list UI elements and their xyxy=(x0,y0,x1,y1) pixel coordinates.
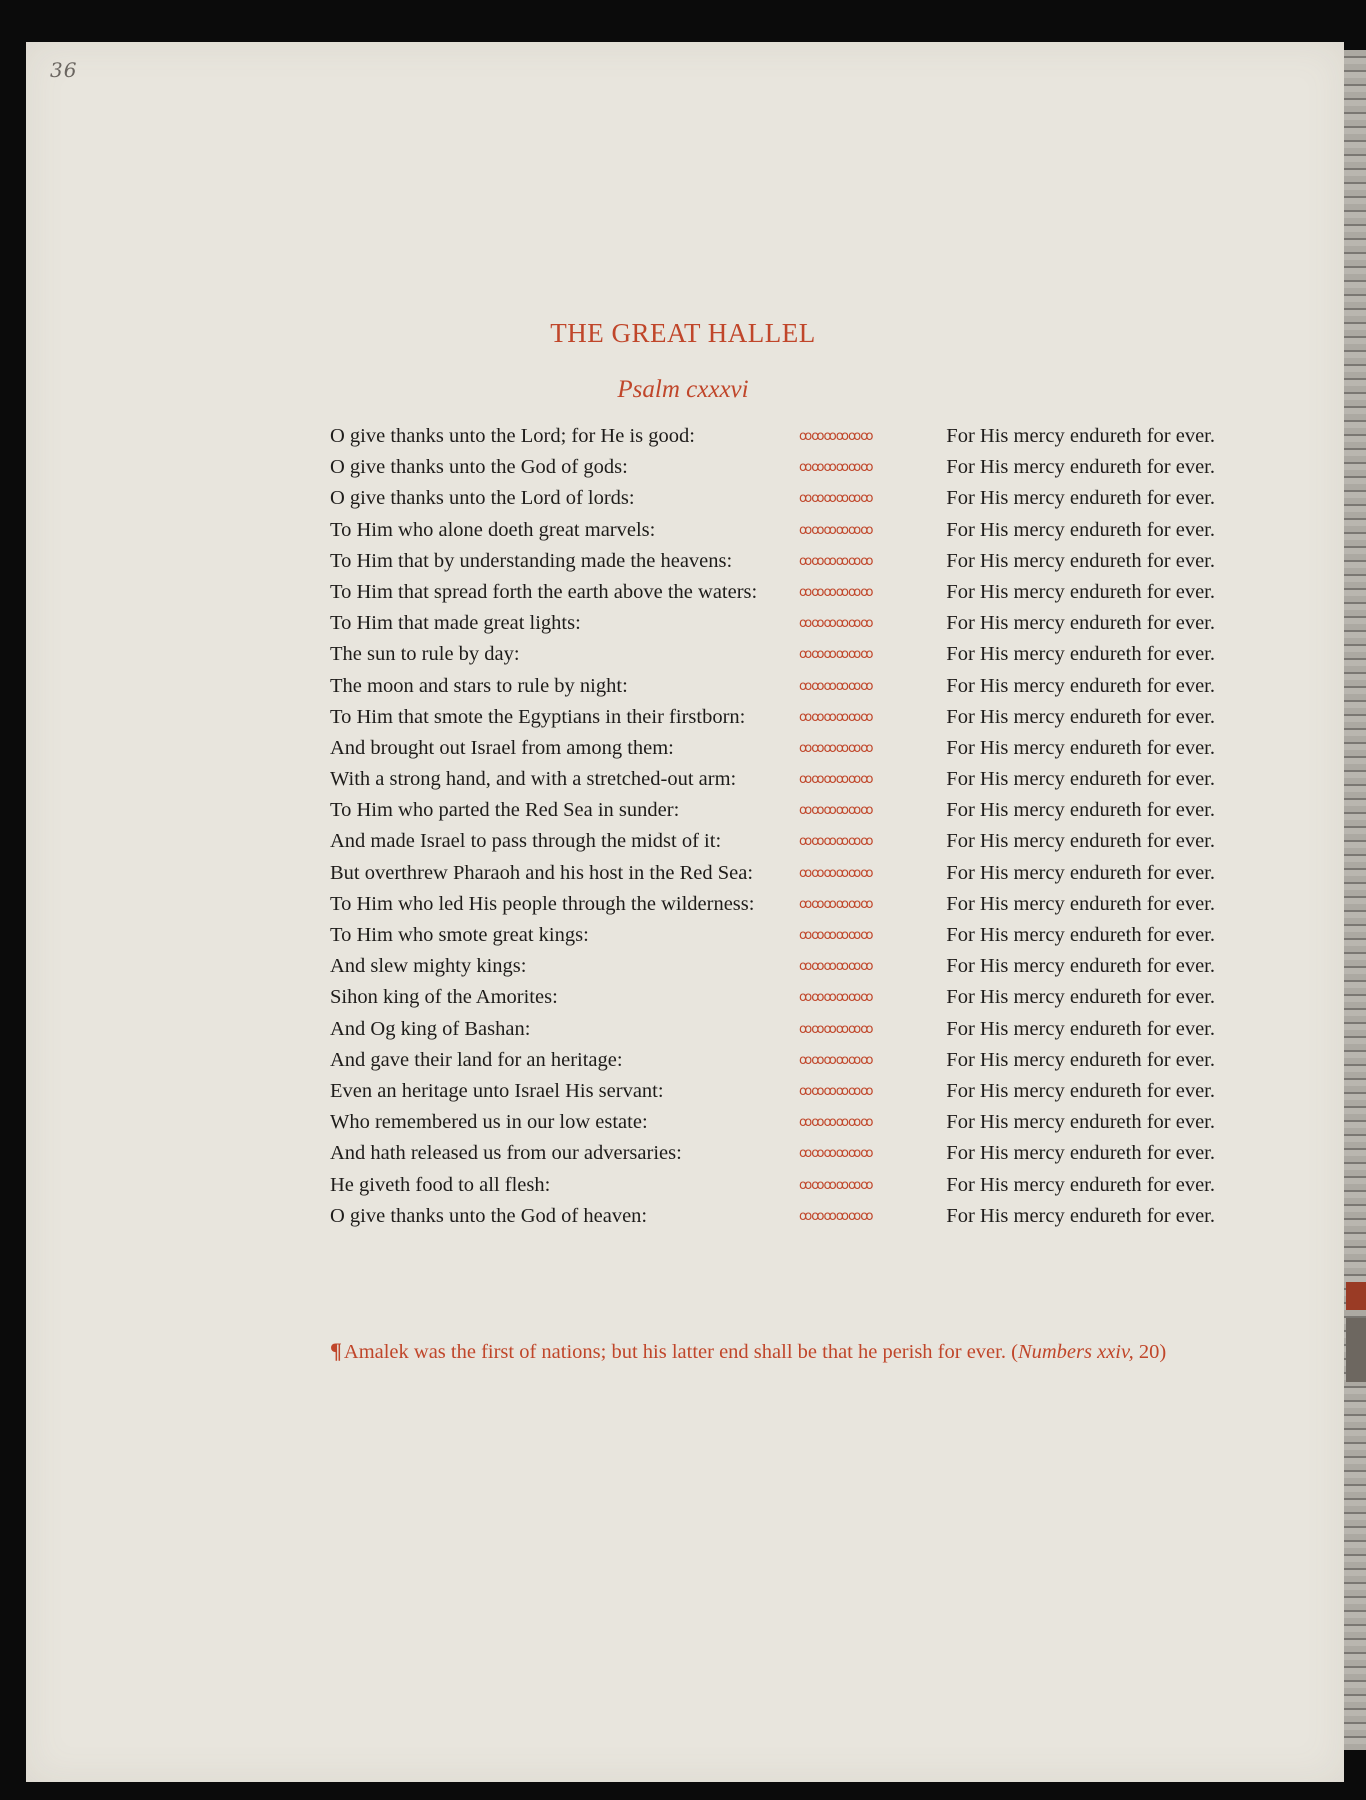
refrain-text: For His mercy endureth for ever. xyxy=(946,986,1215,1009)
ornament-divider: ꝏꝏꝏꝏꝏꝏ xyxy=(799,1052,873,1068)
verse-line: The sun to rule by day: xyxy=(330,643,520,666)
ornament-divider: ꝏꝏꝏꝏꝏꝏ xyxy=(799,429,873,444)
refrain-text: For His mercy endureth for ever. xyxy=(946,643,1215,666)
refrain-text: For His mercy endureth for ever. xyxy=(946,1048,1215,1071)
verse-line: To Him who alone doeth great marvels: xyxy=(330,518,656,541)
verse-row xyxy=(330,920,1215,951)
verse-line: To Him that made great lights: xyxy=(330,612,581,635)
refrain-text: For His mercy endureth for ever. xyxy=(946,1017,1215,1040)
verse-line: Sihon king of the Amorites: xyxy=(330,986,558,1009)
verse-row xyxy=(330,982,1215,1013)
ornament-divider: ꝏꝏꝏꝏꝏꝏ xyxy=(799,928,873,943)
verse-line: He giveth food to all flesh: xyxy=(330,1173,551,1196)
refrain-text: For His mercy endureth for ever. xyxy=(946,1111,1215,1134)
verse-row xyxy=(330,1107,1215,1138)
verse-list xyxy=(330,421,1215,1232)
ornament-divider: ꝏꝏꝏꝏꝏꝏ xyxy=(799,803,873,819)
footnote-reference-tail: 20) xyxy=(1133,1341,1167,1363)
verse-row xyxy=(330,951,1215,982)
verse-line: To Him who smote great kings: xyxy=(330,924,589,946)
verse-row xyxy=(330,639,1215,670)
footnote xyxy=(330,1338,1215,1364)
verse-row xyxy=(330,546,1215,577)
verse-line: O give thanks unto the God of heaven: xyxy=(330,1204,648,1227)
page-number: 36 xyxy=(50,58,78,82)
refrain-text: For His mercy endureth for ever. xyxy=(946,924,1215,946)
verse-line: The moon and stars to rule by night: xyxy=(330,674,628,697)
refrain-text: For His mercy endureth for ever. xyxy=(946,955,1215,978)
refrain-text: For His mercy endureth for ever. xyxy=(946,518,1215,541)
verse-row xyxy=(330,1045,1215,1076)
ornament-divider: ꝏꝏꝏꝏꝏꝏ xyxy=(799,834,873,850)
verse-line: And made Israel to pass through the midst of it: xyxy=(330,830,722,853)
refrain-text: For His mercy endureth for ever. xyxy=(946,487,1215,510)
verse-row xyxy=(330,1170,1215,1201)
refrain-text: For His mercy endureth for ever. xyxy=(946,456,1215,479)
verse-row xyxy=(330,795,1215,826)
verse-row xyxy=(330,452,1215,483)
refrain-text: For His mercy endureth for ever. xyxy=(946,861,1215,884)
verse-line: To Him that spread forth the earth above the waters: xyxy=(330,580,758,603)
verse-line: And slew mighty kings: xyxy=(330,955,527,978)
verse-line: And Og king of Bashan: xyxy=(330,1017,531,1040)
ornament-divider: ꝏꝏꝏꝏꝏꝏ xyxy=(799,990,873,1006)
page-edge-red-tab xyxy=(1346,1282,1366,1310)
verse-row xyxy=(330,764,1215,795)
ornament-divider: ꝏꝏꝏꝏꝏꝏ xyxy=(799,553,873,569)
ornament-divider: ꝏꝏꝏꝏꝏꝏ xyxy=(799,522,873,538)
verse-row xyxy=(330,889,1215,920)
verse-line: Even an heritage unto Israel His servant: xyxy=(330,1079,664,1102)
refrain-text: For His mercy endureth for ever. xyxy=(946,892,1215,915)
verse-line: To Him that smote the Egyptians in their firstborn: xyxy=(330,705,746,728)
ornament-divider: ꝏꝏꝏꝏꝏꝏ xyxy=(799,616,873,632)
verse-line: And gave their land for an heritage: xyxy=(330,1048,623,1071)
ornament-divider: ꝏꝏꝏꝏꝏꝏ xyxy=(799,584,873,600)
verse-row xyxy=(330,858,1215,889)
verse-line: O give thanks unto the Lord; for He is good: xyxy=(330,425,695,447)
ornament-divider: ꝏꝏꝏꝏꝏꝏ xyxy=(799,1146,873,1162)
verse-row xyxy=(330,826,1215,857)
refrain-text: For His mercy endureth for ever. xyxy=(946,549,1215,572)
verse-line: To Him that by understanding made the heavens: xyxy=(330,549,733,572)
refrain-text: For His mercy endureth for ever. xyxy=(946,1079,1215,1102)
verse-row xyxy=(330,577,1215,608)
ornament-divider: ꝏꝏꝏꝏꝏꝏ xyxy=(799,1083,873,1099)
verse-row xyxy=(330,1201,1215,1232)
ornament-divider: ꝏꝏꝏꝏꝏꝏ xyxy=(799,491,873,507)
ornament-divider: ꝏꝏꝏꝏꝏꝏ xyxy=(799,865,873,881)
next-page-edge xyxy=(1344,50,1366,1750)
ornament-divider: ꝏꝏꝏꝏꝏꝏ xyxy=(799,1115,873,1131)
verse-row xyxy=(330,1138,1215,1169)
ornament-divider: ꝏꝏꝏꝏꝏꝏ xyxy=(799,678,873,694)
verse-row xyxy=(330,1076,1215,1107)
verse-line: But overthrew Pharaoh and his host in the Red Sea: xyxy=(330,861,754,884)
verse-row xyxy=(330,421,1215,452)
verse-line: With a strong hand, and with a stretched-out arm: xyxy=(330,768,737,791)
verse-line: And hath released us from our adversaries: xyxy=(330,1142,682,1165)
refrain-text: For His mercy endureth for ever. xyxy=(946,768,1215,791)
verse-row xyxy=(330,671,1215,702)
refrain-text: For His mercy endureth for ever. xyxy=(946,425,1215,447)
footnote-text: Amalek was the first of nations; but his latter end shall be that he perish for ever. ( xyxy=(343,1341,1018,1363)
ornament-divider: ꝏꝏꝏꝏꝏꝏ xyxy=(799,709,873,725)
ornament-divider: ꝏꝏꝏꝏꝏꝏ xyxy=(799,1208,873,1224)
ornament-divider: ꝏꝏꝏꝏꝏꝏ xyxy=(799,740,873,756)
verse-row xyxy=(330,608,1215,639)
verse-row xyxy=(330,1014,1215,1045)
refrain-text: For His mercy endureth for ever. xyxy=(946,1173,1215,1196)
verse-line: Who remembered us in our low estate: xyxy=(330,1111,648,1134)
refrain-text: For His mercy endureth for ever. xyxy=(946,612,1215,635)
refrain-text: For His mercy endureth for ever. xyxy=(946,674,1215,697)
ornament-divider: ꝏꝏꝏꝏꝏꝏ xyxy=(799,896,873,912)
ornament-divider: ꝏꝏꝏꝏꝏꝏ xyxy=(799,959,873,975)
ornament-divider: ꝏꝏꝏꝏꝏꝏ xyxy=(799,772,873,788)
footnote-reference: Numbers xxiv, xyxy=(1017,1341,1134,1363)
page-edge-dark-tab xyxy=(1346,1318,1366,1382)
refrain-text: For His mercy endureth for ever. xyxy=(946,705,1215,728)
psalm-subtitle: Psalm cxxxvi xyxy=(617,376,749,403)
pilcrow-mark: ¶ xyxy=(330,1338,342,1363)
verse-line: O give thanks unto the Lord of lords: xyxy=(330,487,635,510)
refrain-text: For His mercy endureth for ever. xyxy=(946,1142,1215,1165)
verse-row xyxy=(330,515,1215,546)
ornament-divider: ꝏꝏꝏꝏꝏꝏ xyxy=(799,1021,873,1037)
verse-row xyxy=(330,483,1215,514)
ornament-divider: ꝏꝏꝏꝏꝏꝏ xyxy=(799,1177,873,1193)
refrain-text: For His mercy endureth for ever. xyxy=(946,1204,1215,1227)
verse-line: To Him who parted the Red Sea in sunder: xyxy=(330,799,680,822)
refrain-text: For His mercy endureth for ever. xyxy=(946,799,1215,822)
verse-line: To Him who led His people through the wilderness: xyxy=(330,892,755,915)
verse-row xyxy=(330,733,1215,764)
refrain-text: For His mercy endureth for ever. xyxy=(946,580,1215,603)
refrain-text: For His mercy endureth for ever. xyxy=(946,830,1215,853)
verse-row xyxy=(330,702,1215,733)
refrain-text: For His mercy endureth for ever. xyxy=(946,736,1215,759)
ornament-divider: ꝏꝏꝏꝏꝏꝏ xyxy=(799,460,873,476)
verse-line: O give thanks unto the God of gods: xyxy=(330,456,628,479)
verse-line: And brought out Israel from among them: xyxy=(330,736,674,759)
ornament-divider: ꝏꝏꝏꝏꝏꝏ xyxy=(799,647,873,663)
page-title: THE GREAT HALLEL xyxy=(550,318,816,348)
